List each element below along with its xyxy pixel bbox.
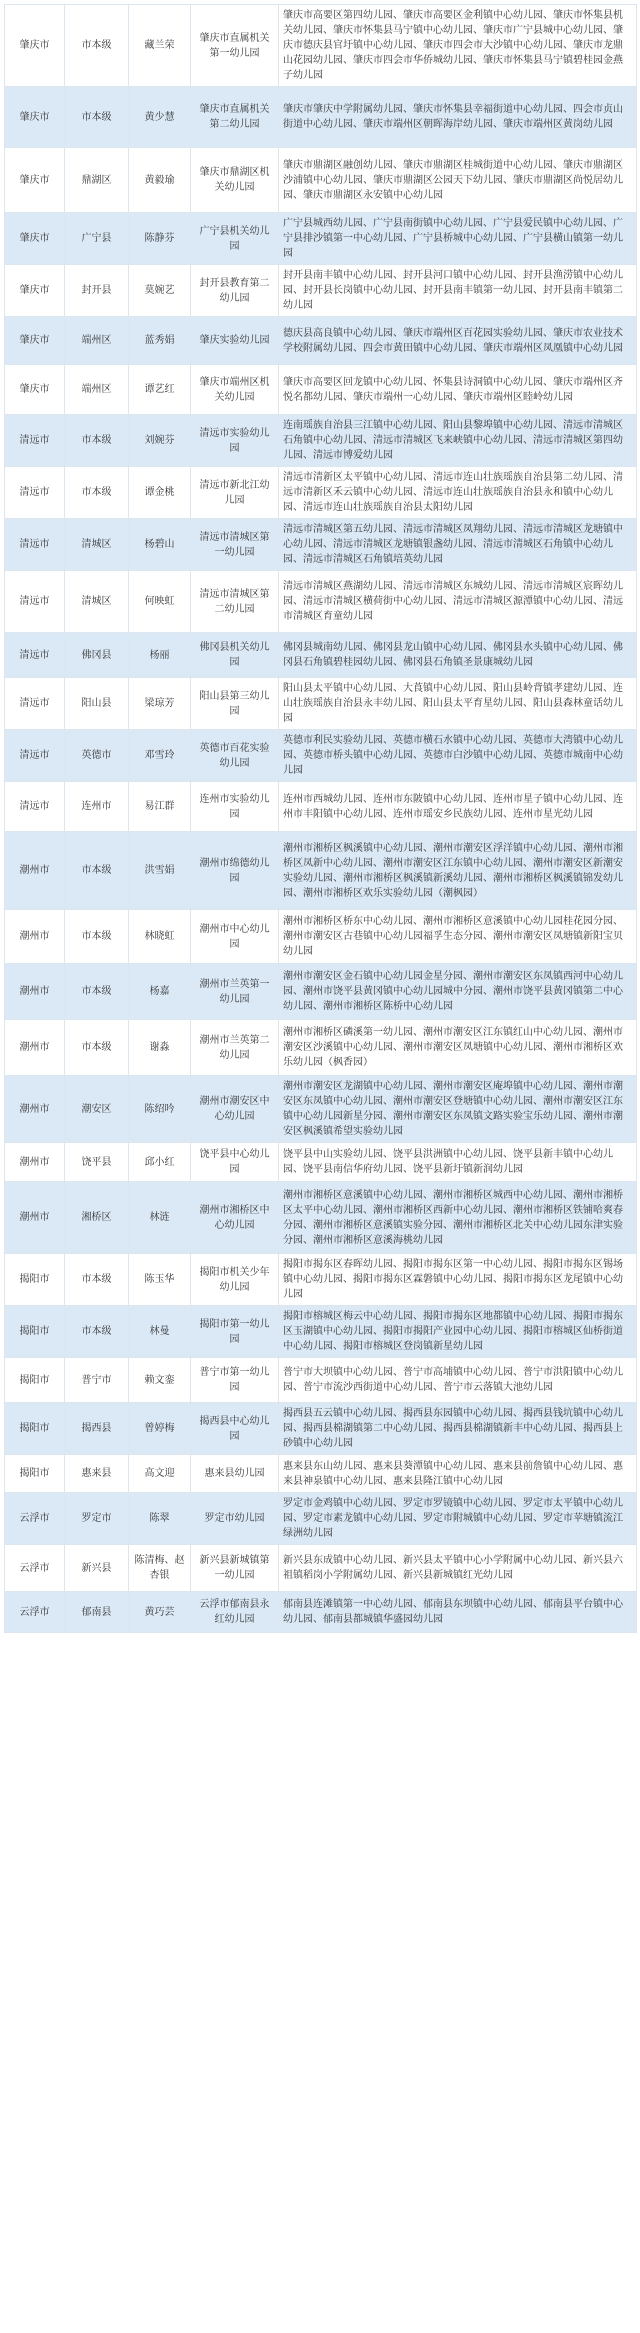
member-kindergartens-cell: 潮州市潮安区金石镇中心幼儿园金星分园、潮州市潮安区东凤镇西河中心幼儿园、潮州市饶平县黄冈镇中心幼儿园城中分园、潮州市饶平县黄冈镇第二中心幼儿园、潮州市湘桥区陈桥中心幼儿园 (279, 964, 637, 1020)
member-kindergartens-cell: 新兴县东成镇中心幼儿园、新兴县太平镇中心小学附属中心幼儿园、新兴县六祖镇稻岗小学附属幼儿园、新兴县新城镇红光幼儿园 (279, 1545, 637, 1592)
table-row (5, 1182, 637, 1254)
city-cell: 清远市 (5, 415, 65, 467)
contact-name-cell: 蓝秀娟 (129, 317, 191, 365)
member-kindergartens-cell: 潮州市湘桥区桥东中心幼儿园、潮州市湘桥区意溪镇中心幼儿园桂花园分园、潮州市潮安区古巷镇中心幼儿园福孚生态分园、潮州市潮安区凤塘镇新阳宝贝幼儿园 (279, 910, 637, 964)
table-row (5, 1455, 637, 1493)
city-cell: 肇庆市 (5, 148, 65, 213)
city-cell: 潮州市 (5, 1143, 65, 1182)
district-cell: 市本级 (65, 1306, 129, 1358)
lead-kindergarten-cell: 封开县教育第二幼儿园 (191, 265, 279, 317)
member-kindergartens-cell: 罗定市金鸡镇中心幼儿园、罗定市罗镜镇中心幼儿园、罗定市太平镇中心幼儿园、罗定市素龙镇中心幼儿园、罗定市附城镇中心幼儿园、罗定市苹塘镇流江绿洲幼儿园 (279, 1493, 637, 1545)
member-kindergartens-cell: 揭阳市揭东区春晖幼儿园、揭阳市揭东区第一中心幼儿园、揭阳市揭东区锡场镇中心幼儿园、揭阳市揭东区霖磐镇中心幼儿园、揭阳市揭东区龙尾镇中心幼儿园 (279, 1254, 637, 1306)
district-cell: 连州市 (65, 782, 129, 832)
contact-name-cell: 刘婉芬 (129, 415, 191, 467)
member-kindergartens-cell: 连州市西城幼儿园、连州市东陂镇中心幼儿园、连州市星子镇中心幼儿园、连州市丰阳镇中心幼儿园、连州市瑶安乡民族幼儿园、连州市星光幼儿园 (279, 782, 637, 832)
member-kindergartens-cell: 郁南县连滩镇第一中心幼儿园、郁南县东坝镇中心幼儿园、郁南县平台镇中心幼儿园、郁南县都城镇华盛园幼儿园 (279, 1592, 637, 1633)
district-cell: 市本级 (65, 1020, 129, 1076)
lead-kindergarten-cell: 云浮市郁南县永红幼儿园 (191, 1592, 279, 1633)
table-row (5, 1592, 637, 1633)
lead-kindergarten-cell: 潮州市潮安区中心幼儿园 (191, 1076, 279, 1143)
city-cell: 揭阳市 (5, 1254, 65, 1306)
district-cell: 阳山县 (65, 678, 129, 730)
city-cell: 揭阳市 (5, 1306, 65, 1358)
district-cell: 端州区 (65, 365, 129, 415)
table-row (5, 782, 637, 832)
city-cell: 清远市 (5, 519, 65, 571)
lead-kindergarten-cell: 潮州市湘桥区中心幼儿园 (191, 1182, 279, 1254)
member-kindergartens-cell: 连南瑶族自治县三江镇中心幼儿园、阳山县黎埠镇中心幼儿园、清远市清城区石角镇中心幼儿园、清远市清城区飞来峡镇中心幼儿园、清远市清城区第四幼儿园、清远市博爱幼儿园 (279, 415, 637, 467)
table-row (5, 633, 637, 678)
member-kindergartens-cell: 潮州市湘桥区磷溪第一幼儿园、潮州市潮安区江东镇红山中心幼儿园、潮州市潮安区沙溪镇中心幼儿园、潮州市潮安区凤塘镇中心幼儿园、潮州市湘桥区欢乐幼儿园（枫香园） (279, 1020, 637, 1076)
lead-kindergarten-cell: 新兴县新城镇第一幼儿园 (191, 1545, 279, 1592)
district-cell: 市本级 (65, 1254, 129, 1306)
lead-kindergarten-cell: 潮州市绵德幼儿园 (191, 832, 279, 910)
contact-name-cell: 黄毅瑜 (129, 148, 191, 213)
district-cell: 英德市 (65, 730, 129, 782)
contact-name-cell: 林涟 (129, 1182, 191, 1254)
district-cell: 新兴县 (65, 1545, 129, 1592)
city-cell: 潮州市 (5, 1020, 65, 1076)
city-cell: 云浮市 (5, 1493, 65, 1545)
kindergarten-alliance-table (4, 4, 637, 1633)
contact-name-cell: 易江群 (129, 782, 191, 832)
table-row (5, 87, 637, 148)
member-kindergartens-cell: 佛冈县城南幼儿园、佛冈县龙山镇中心幼儿园、佛冈县水头镇中心幼儿园、佛冈县石角镇碧桂园幼儿园、佛冈县石角镇圣景康城幼儿园 (279, 633, 637, 678)
district-cell: 端州区 (65, 317, 129, 365)
member-kindergartens-cell: 潮州市湘桥区意溪镇中心幼儿园、潮州市湘桥区城西中心幼儿园、潮州市湘桥区太平中心幼儿园、潮州市湘桥区西新中心幼儿园、潮州市湘桥区铁铺哈爽春分园、潮州市湘桥区意溪镇实验分园、潮州市湘桥区北关中心幼儿园东津实验分园、潮州市湘桥区意溪海桃幼儿园 (279, 1182, 637, 1254)
member-kindergartens-cell: 英德市利民实验幼儿园、英德市横石水镇中心幼儿园、英德市大湾镇中心幼儿园、英德市桥头镇中心幼儿园、英德市白沙镇中心幼儿园、英德市城南中心幼儿园 (279, 730, 637, 782)
member-kindergartens-cell: 饶平县中山实验幼儿园、饶平县洪洲镇中心幼儿园、饶平县新丰镇中心幼儿园、饶平县南信华府幼儿园、饶平县新圩镇新润幼儿园 (279, 1143, 637, 1182)
contact-name-cell: 林曼 (129, 1306, 191, 1358)
district-cell: 市本级 (65, 5, 129, 87)
contact-name-cell: 曾婷梅 (129, 1403, 191, 1455)
member-kindergartens-cell: 封开县南丰镇中心幼儿园、封开县河口镇中心幼儿园、封开县渔涝镇中心幼儿园、封开县长岗镇中心幼儿园、封开县南丰镇第一幼儿园、封开县南丰镇第二幼儿园 (279, 265, 637, 317)
contact-name-cell: 杨嘉 (129, 964, 191, 1020)
member-kindergartens-cell: 清远市清城区第五幼儿园、清远市清城区凤翔幼儿园、清远市清城区龙塘镇中心幼儿园、清远市清城区龙塘镇银盏幼儿园、清远市清城区石角镇中心幼儿园、清远市清城区石角镇培英幼儿园 (279, 519, 637, 571)
lead-kindergarten-cell: 阳山县第三幼儿园 (191, 678, 279, 730)
table-row (5, 1254, 637, 1306)
member-kindergartens-cell: 普宁市大坝镇中心幼儿园、普宁市高埔镇中心幼儿园、普宁市洪阳镇中心幼儿园、普宁市流沙西街道中心幼儿园、普宁市云落镇大池幼儿园 (279, 1358, 637, 1403)
lead-kindergarten-cell: 揭西县中心幼儿园 (191, 1403, 279, 1455)
lead-kindergarten-cell: 肇庆市直属机关第一幼儿园 (191, 5, 279, 87)
district-cell: 市本级 (65, 467, 129, 519)
city-cell: 肇庆市 (5, 365, 65, 415)
district-cell: 湘桥区 (65, 1182, 129, 1254)
lead-kindergarten-cell: 清远市清城区第二幼儿园 (191, 571, 279, 633)
district-cell: 清城区 (65, 519, 129, 571)
district-cell: 市本级 (65, 87, 129, 148)
lead-kindergarten-cell: 饶平县中心幼儿园 (191, 1143, 279, 1182)
member-kindergartens-cell: 潮州市潮安区龙湖镇中心幼儿园、潮州市潮安区庵埠镇中心幼儿园、潮州市潮安区东凤镇中心幼儿园、潮州市潮安区登塘镇中心幼儿园、潮州市潮安区江东镇中心幼儿园新星分园、潮州市潮安区东凤镇文路实验宝乐幼儿园、潮州市潮安区枫溪镇希望实验幼儿园 (279, 1076, 637, 1143)
lead-kindergarten-cell: 潮州市兰英第一幼儿园 (191, 964, 279, 1020)
district-cell: 鼎湖区 (65, 148, 129, 213)
district-cell: 佛冈县 (65, 633, 129, 678)
contact-name-cell: 黄少慧 (129, 87, 191, 148)
contact-name-cell: 洪雪娟 (129, 832, 191, 910)
city-cell: 潮州市 (5, 964, 65, 1020)
table-row (5, 678, 637, 730)
table-row (5, 467, 637, 519)
table-row (5, 317, 637, 365)
lead-kindergarten-cell: 连州市实验幼儿园 (191, 782, 279, 832)
lead-kindergarten-cell: 肇庆实验幼儿园 (191, 317, 279, 365)
table-row (5, 1020, 637, 1076)
member-kindergartens-cell: 惠来县东山幼儿园、惠来县葵潭镇中心幼儿园、惠来县前詹镇中心幼儿园、惠来县神泉镇中心幼儿园、惠来县隆江镇中心幼儿园 (279, 1455, 637, 1493)
table-row (5, 1493, 637, 1545)
member-kindergartens-cell: 德庆县高良镇中心幼儿园、肇庆市端州区百花园实验幼儿园、肇庆市农业技术学校附属幼儿园、四会市黄田镇中心幼儿园、肇庆市端州区凤凰镇中心幼儿园 (279, 317, 637, 365)
city-cell: 肇庆市 (5, 5, 65, 87)
city-cell: 清远市 (5, 571, 65, 633)
city-cell: 清远市 (5, 782, 65, 832)
district-cell: 市本级 (65, 964, 129, 1020)
city-cell: 肇庆市 (5, 265, 65, 317)
table-row (5, 832, 637, 910)
contact-name-cell: 何映虹 (129, 571, 191, 633)
contact-name-cell: 莫婉艺 (129, 265, 191, 317)
table-row (5, 964, 637, 1020)
city-cell: 云浮市 (5, 1592, 65, 1633)
member-kindergartens-cell: 阳山县太平镇中心幼儿园、大莨镇中心幼儿园、阳山县岭背镇孝建幼儿园、连山壮族瑶族自治县永丰幼儿园、阳山县太平育星幼儿园、阳山县森林童话幼儿园 (279, 678, 637, 730)
table-row (5, 5, 637, 87)
city-cell: 肇庆市 (5, 87, 65, 148)
city-cell: 揭阳市 (5, 1455, 65, 1493)
member-kindergartens-cell: 潮州市湘桥区枫溪镇中心幼儿园、潮州市潮安区浮洋镇中心幼儿园、潮州市湘桥区凤新中心幼儿园、潮州市潮安区江东镇中心幼儿园、潮州市潮安区新潮安实验幼儿园、潮州市湘桥区枫溪镇新溪幼儿园、潮州市湘桥区枫溪镇锦发幼儿园、潮州市湘桥区欢乐实验幼儿园（潮枫园） (279, 832, 637, 910)
member-kindergartens-cell: 广宁县城西幼儿园、广宁县南街镇中心幼儿园、广宁县爱民镇中心幼儿园、广宁县排沙镇第一中心幼儿园、广宁县桥城中心幼儿园、广宁县横山镇第一幼儿园 (279, 213, 637, 265)
district-cell: 市本级 (65, 910, 129, 964)
lead-kindergarten-cell: 肇庆市鼎湖区机关幼儿园 (191, 148, 279, 213)
city-cell: 潮州市 (5, 910, 65, 964)
member-kindergartens-cell: 肇庆市高要区第四幼儿园、肇庆市高要区金利镇中心幼儿园、肇庆市怀集县机关幼儿园、肇庆市怀集县马宁镇中心幼儿园、肇庆市广宁县城中心幼儿园、肇庆市德庆县官圩镇中心幼儿园、肇庆市四会市大沙镇中心幼儿园、肇庆市龙鼎山花园幼儿园、肇庆市四会市华侨城幼儿园、肇庆市怀集县马宁镇碧桂园金燕子幼儿园 (279, 5, 637, 87)
district-cell: 饶平县 (65, 1143, 129, 1182)
table-row (5, 265, 637, 317)
city-cell: 肇庆市 (5, 317, 65, 365)
table-row (5, 519, 637, 571)
lead-kindergarten-cell: 潮州市中心幼儿园 (191, 910, 279, 964)
city-cell: 肇庆市 (5, 213, 65, 265)
contact-name-cell: 林晓虹 (129, 910, 191, 964)
lead-kindergarten-cell: 佛冈县机关幼儿园 (191, 633, 279, 678)
district-cell: 揭西县 (65, 1403, 129, 1455)
lead-kindergarten-cell: 肇庆市端州区机关幼儿园 (191, 365, 279, 415)
contact-name-cell: 藏兰荣 (129, 5, 191, 87)
contact-name-cell: 陈清梅、赵杏银 (129, 1545, 191, 1592)
city-cell: 揭阳市 (5, 1403, 65, 1455)
member-kindergartens-cell: 肇庆市肇庆中学附属幼儿园、肇庆市怀集县幸福街道中心幼儿园、四会市贞山街道中心幼儿园、肇庆市端州区朝晖海岸幼儿园、肇庆市端州区黄岗幼儿园 (279, 87, 637, 148)
city-cell: 潮州市 (5, 1076, 65, 1143)
city-cell: 潮州市 (5, 1182, 65, 1254)
district-cell: 潮安区 (65, 1076, 129, 1143)
contact-name-cell: 邓雪玲 (129, 730, 191, 782)
city-cell: 清远市 (5, 467, 65, 519)
contact-name-cell: 邱小红 (129, 1143, 191, 1182)
city-cell: 揭阳市 (5, 1358, 65, 1403)
contact-name-cell: 陈静芬 (129, 213, 191, 265)
table-row (5, 1143, 637, 1182)
member-kindergartens-cell: 清远市清新区太平镇中心幼儿园、清远市连山壮族瑶族自治县第二幼儿园、清远市清新区禾云镇中心幼儿园、清远市连山壮族瑶族自治县永和镇中心幼儿园、清远市连山壮族瑶族自治县太阳幼儿园 (279, 467, 637, 519)
contact-name-cell: 高文迎 (129, 1455, 191, 1493)
table-row (5, 1076, 637, 1143)
lead-kindergarten-cell: 普宁市第一幼儿园 (191, 1358, 279, 1403)
member-kindergartens-cell: 肇庆市高要区回龙镇中心幼儿园、怀集县诗洞镇中心幼儿园、肇庆市端州区齐悦名都幼儿园、肇庆市端州一心幼儿园、肇庆市端州区睦岭幼儿园 (279, 365, 637, 415)
table-row (5, 730, 637, 782)
table-row (5, 148, 637, 213)
table-row (5, 910, 637, 964)
district-cell: 郁南县 (65, 1592, 129, 1633)
lead-kindergarten-cell: 清远市新北江幼儿园 (191, 467, 279, 519)
member-kindergartens-cell: 揭西县五云镇中心幼儿园、揭西县东园镇中心幼儿园、揭西县钱坑镇中心幼儿园、揭西县棉湖镇第二中心幼儿园、揭西县棉湖镇新丰中心幼儿园、揭西县上砂镇中心幼儿园 (279, 1403, 637, 1455)
member-kindergartens-cell: 揭阳市榕城区梅云中心幼儿园、揭阳市揭东区地都镇中心幼儿园、揭阳市揭东区玉湖镇中心幼儿园、揭阳市揭阳产业园中心幼儿园、揭阳市榕城区仙桥街道中心幼儿园、揭阳市榕城区登岗镇新星幼儿园 (279, 1306, 637, 1358)
contact-name-cell: 陈翠 (129, 1493, 191, 1545)
member-kindergartens-cell: 清远市清城区燕湖幼儿园、清远市清城区东城幼儿园、清远市清城区宸晖幼儿园、清远市清城区横荷街中心幼儿园、清远市清城区源潭镇中心幼儿园、清远市清城区育童幼儿园 (279, 571, 637, 633)
city-cell: 云浮市 (5, 1545, 65, 1592)
lead-kindergarten-cell: 英德市百花实验幼儿园 (191, 730, 279, 782)
table-row (5, 1358, 637, 1403)
city-cell: 潮州市 (5, 832, 65, 910)
city-cell: 清远市 (5, 678, 65, 730)
district-cell: 罗定市 (65, 1493, 129, 1545)
city-cell: 清远市 (5, 730, 65, 782)
lead-kindergarten-cell: 潮州市兰英第二幼儿园 (191, 1020, 279, 1076)
district-cell: 封开县 (65, 265, 129, 317)
contact-name-cell: 赖文銮 (129, 1358, 191, 1403)
lead-kindergarten-cell: 清远市实验幼儿园 (191, 415, 279, 467)
table-row (5, 1306, 637, 1358)
contact-name-cell: 黄巧芸 (129, 1592, 191, 1633)
table-row (5, 571, 637, 633)
city-cell: 清远市 (5, 633, 65, 678)
lead-kindergarten-cell: 罗定市幼儿园 (191, 1493, 279, 1545)
table-row (5, 213, 637, 265)
district-cell: 普宁市 (65, 1358, 129, 1403)
lead-kindergarten-cell: 揭阳市机关少年幼儿园 (191, 1254, 279, 1306)
table-body (5, 5, 637, 1633)
lead-kindergarten-cell: 广宁县机关幼儿园 (191, 213, 279, 265)
contact-name-cell: 梁琼芳 (129, 678, 191, 730)
contact-name-cell: 谭艺红 (129, 365, 191, 415)
district-cell: 市本级 (65, 415, 129, 467)
contact-name-cell: 陈玉华 (129, 1254, 191, 1306)
district-cell: 广宁县 (65, 213, 129, 265)
lead-kindergarten-cell: 揭阳市第一幼儿园 (191, 1306, 279, 1358)
lead-kindergarten-cell: 惠来县幼儿园 (191, 1455, 279, 1493)
contact-name-cell: 杨丽 (129, 633, 191, 678)
table-row (5, 1403, 637, 1455)
district-cell: 市本级 (65, 832, 129, 910)
lead-kindergarten-cell: 肇庆市直属机关第二幼儿园 (191, 87, 279, 148)
table-row (5, 1545, 637, 1592)
contact-name-cell: 杨碧山 (129, 519, 191, 571)
contact-name-cell: 谢淼 (129, 1020, 191, 1076)
district-cell: 惠来县 (65, 1455, 129, 1493)
table-row (5, 415, 637, 467)
lead-kindergarten-cell: 清远市清城区第一幼儿园 (191, 519, 279, 571)
member-kindergartens-cell: 肇庆市鼎湖区融创幼儿园、肇庆市鼎湖区桂城街道中心幼儿园、肇庆市鼎湖区沙浦镇中心幼儿园、肇庆市鼎湖区公园天下幼儿园、肇庆市鼎湖区尚悦居幼儿园、肇庆市鼎湖区永安镇中心幼儿园 (279, 148, 637, 213)
table-row (5, 365, 637, 415)
contact-name-cell: 陈绍吟 (129, 1076, 191, 1143)
contact-name-cell: 谭金桃 (129, 467, 191, 519)
district-cell: 清城区 (65, 571, 129, 633)
